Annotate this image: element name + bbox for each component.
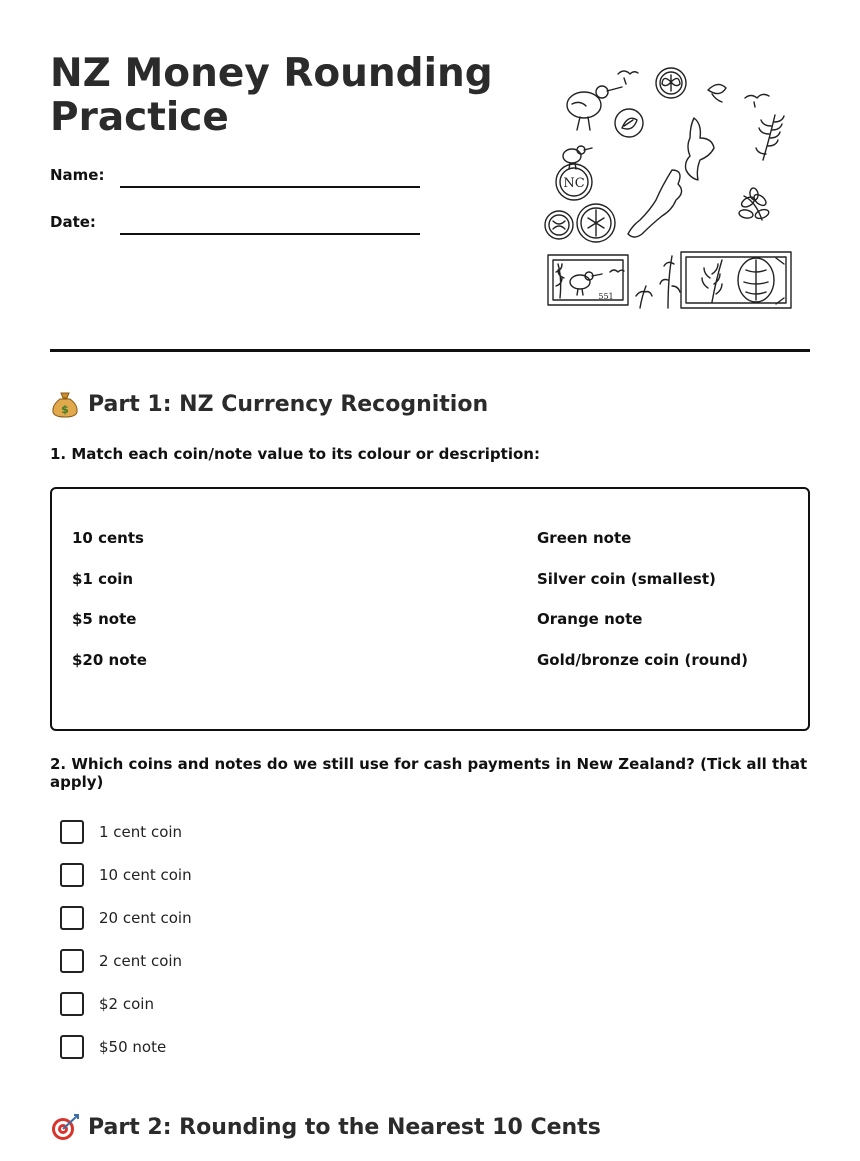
butterfly-coin-icon <box>656 68 686 98</box>
fern-icon <box>756 115 784 160</box>
target-icon <box>50 1112 80 1142</box>
checkbox-option[interactable] <box>60 906 192 930</box>
checkbox[interactable] <box>60 863 84 887</box>
coin-pair-icon <box>545 204 615 242</box>
divider <box>50 349 810 352</box>
checkbox-option[interactable] <box>60 992 154 1016</box>
banknote-icon <box>548 255 628 305</box>
checkbox[interactable] <box>60 992 84 1016</box>
name-label: Name: <box>50 166 105 184</box>
checkbox-label: 1 cent coin <box>99 823 183 841</box>
bird-icon <box>745 94 769 107</box>
match-left-item: $1 coin <box>72 570 134 588</box>
bird-icon <box>618 71 638 84</box>
date-field[interactable] <box>120 233 420 235</box>
checkbox-option[interactable] <box>60 863 192 887</box>
matching-box <box>50 487 810 731</box>
checkbox[interactable] <box>60 949 84 973</box>
checkbox[interactable] <box>60 820 84 844</box>
match-left-item: $20 note <box>72 651 147 669</box>
checkbox[interactable] <box>60 906 84 930</box>
match-left-item: 10 cents <box>72 529 144 547</box>
checkbox-option[interactable] <box>60 949 182 973</box>
checkbox-option[interactable] <box>60 1035 166 1059</box>
checkbox[interactable] <box>60 1035 84 1059</box>
leaf-cluster-icon <box>738 187 770 220</box>
nz-currency-illustration <box>540 60 802 312</box>
kiwi-bird-icon <box>567 86 622 130</box>
match-right-item: Green note <box>537 529 632 547</box>
checkbox-label: 10 cent coin <box>99 866 192 884</box>
part2-heading-text: Part 2: Rounding to the Nearest 10 Cents <box>88 1114 601 1140</box>
checkbox-label: $2 coin <box>99 995 154 1013</box>
svg-text:$: $ <box>61 403 69 416</box>
nz-map-icon <box>628 118 714 237</box>
part2-heading <box>50 1112 601 1142</box>
leaf-coin-icon <box>615 109 643 137</box>
checkbox-label: $50 note <box>99 1038 167 1056</box>
leaf-icon <box>708 84 726 102</box>
question-2: 2. Which coins and notes do we still use for cash payments in New Zealand? (Tick all that apply) <box>50 755 808 791</box>
note-serial: 551 <box>598 292 614 301</box>
part1-heading <box>50 389 488 419</box>
match-left-item: $5 note <box>72 610 137 628</box>
banknote-large-icon <box>681 252 791 308</box>
money-bag-icon <box>50 389 80 419</box>
date-label: Date: <box>50 213 96 231</box>
question-1: 1. Match each coin/note value to its colour or description: <box>50 445 540 463</box>
checkbox-option[interactable] <box>60 820 182 844</box>
page-title: NZ Money Rounding Practice <box>50 51 493 140</box>
name-field[interactable] <box>120 186 420 188</box>
part1-heading-text: Part 1: NZ Currency Recognition <box>88 391 489 417</box>
match-right-item: Gold/bronze coin (round) <box>537 651 748 669</box>
flower-icon <box>636 256 680 308</box>
checkbox-label: 20 cent coin <box>99 909 192 927</box>
match-right-item: Orange note <box>537 610 643 628</box>
nc-coin-label: NC <box>563 176 585 191</box>
match-right-item: Silver coin (smallest) <box>537 570 716 588</box>
checkbox-label: 2 cent coin <box>99 952 183 970</box>
